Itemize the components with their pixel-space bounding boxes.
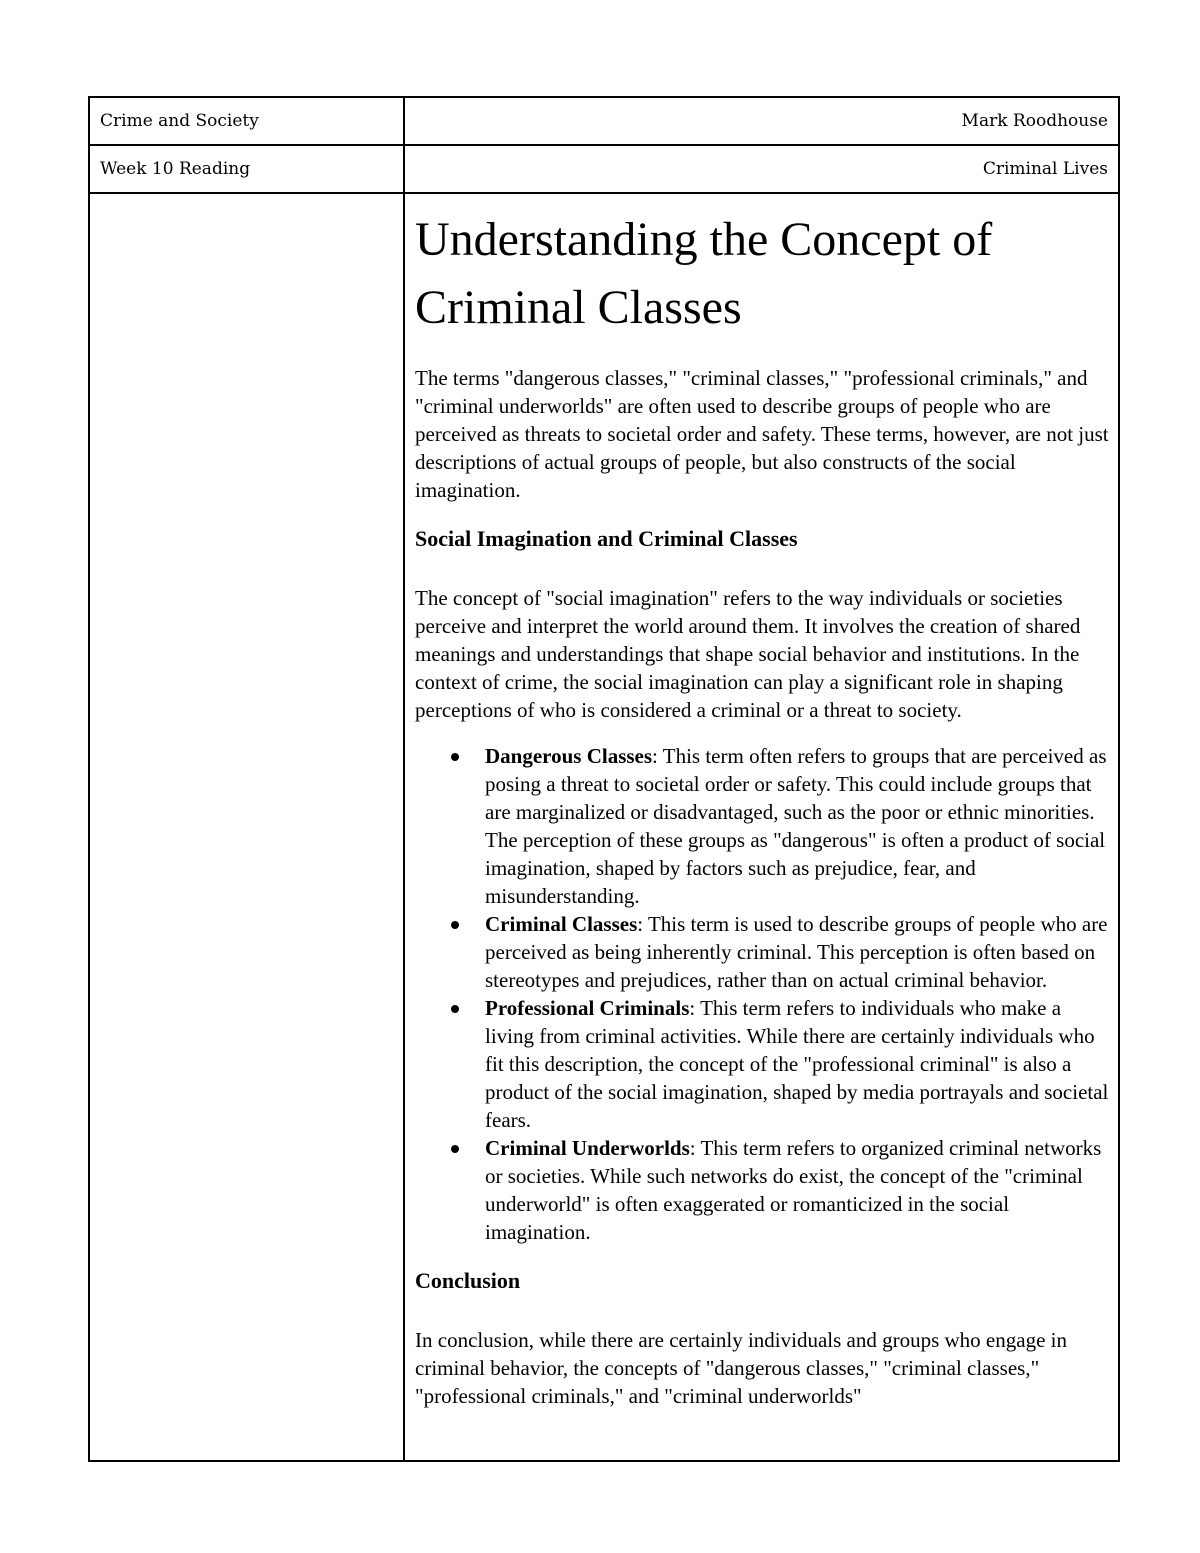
term-description: : This term refers to organized criminal networks or societies. While such networks do exist, the concept of the "criminal underworld" is often exaggerated or romanticized in the social imagination. [485, 1136, 1102, 1244]
section-heading-social-imagination: Social Imagination and Criminal Classes [415, 526, 798, 551]
social-imagination-paragraph: The concept of "social imagination" refers to the way individuals or societies perceive and interpret the world around them. It involves the creation of shared meanings and understandings that shape social behavior and institutions. In the context of crime, the social imagination can play a significant role in shaping perceptions of who is considered a criminal or a threat to society. [415, 586, 1081, 722]
week-label: Week 10 Reading [89, 145, 404, 193]
term-label: Criminal Classes [485, 912, 638, 936]
bullet-icon [451, 1005, 459, 1013]
section-heading-conclusion: Conclusion [415, 1268, 521, 1293]
list-item [485, 910, 1110, 994]
cue-column [89, 193, 404, 1461]
notes-content [405, 194, 1118, 1410]
body-row [89, 193, 1119, 1461]
header-row-1 [89, 97, 1119, 145]
bullet-icon [451, 753, 459, 761]
course-name: Crime and Society [89, 97, 404, 145]
document-title: Understanding the Concept of Criminal Classes [415, 213, 993, 334]
list-item [485, 994, 1110, 1134]
term-description: : This term is used to describe groups of people who are perceived as being inherently criminal. This perception is often based on stereotypes and prejudices, rather than on actual criminal behavior. [485, 912, 1108, 992]
term-list [415, 742, 1110, 1246]
bullet-icon [451, 921, 459, 929]
term-label: Criminal Underworlds [485, 1136, 690, 1160]
bullet-icon [451, 1145, 459, 1153]
list-item [485, 742, 1110, 910]
list-item [485, 1134, 1110, 1246]
notes-column [404, 193, 1119, 1461]
term-description: : This term often refers to groups that are perceived as posing a threat to societal order or safety. This could include groups that are marginalized or disadvantaged, such as the poor or ethnic minorities. The perception of these groups as "dangerous" is often a product of social imagination, shaped by factors such as prejudice, fear, and misunderstanding. [485, 744, 1107, 908]
term-description: : This term refers to individuals who make a living from criminal activities. While there are certainly individuals who fit this description, the concept of the "professional criminal" is also a product of the social imagination, shaped by media portrayals and societal fears. [485, 996, 1109, 1132]
author-name: Mark Roodhouse [404, 97, 1119, 145]
notes-table [88, 96, 1120, 1462]
intro-paragraph: The terms "dangerous classes," "criminal classes," "professional criminals," and "criminal underworlds" are often used to describe groups of people who are perceived as threats to societal order and safety. These terms, however, are not just descriptions of actual groups of people, but also constructs of the social imagination. [415, 366, 1109, 502]
term-label: Professional Criminals [485, 996, 690, 1020]
header-row-2 [89, 145, 1119, 193]
term-label: Dangerous Classes [485, 744, 653, 768]
conclusion-paragraph: In conclusion, while there are certainly individuals and groups who engage in criminal behavior, the concepts of "dangerous classes," "criminal classes," "professional criminals," and "criminal underworlds" [415, 1328, 1067, 1408]
topic-label: Criminal Lives [404, 145, 1119, 193]
